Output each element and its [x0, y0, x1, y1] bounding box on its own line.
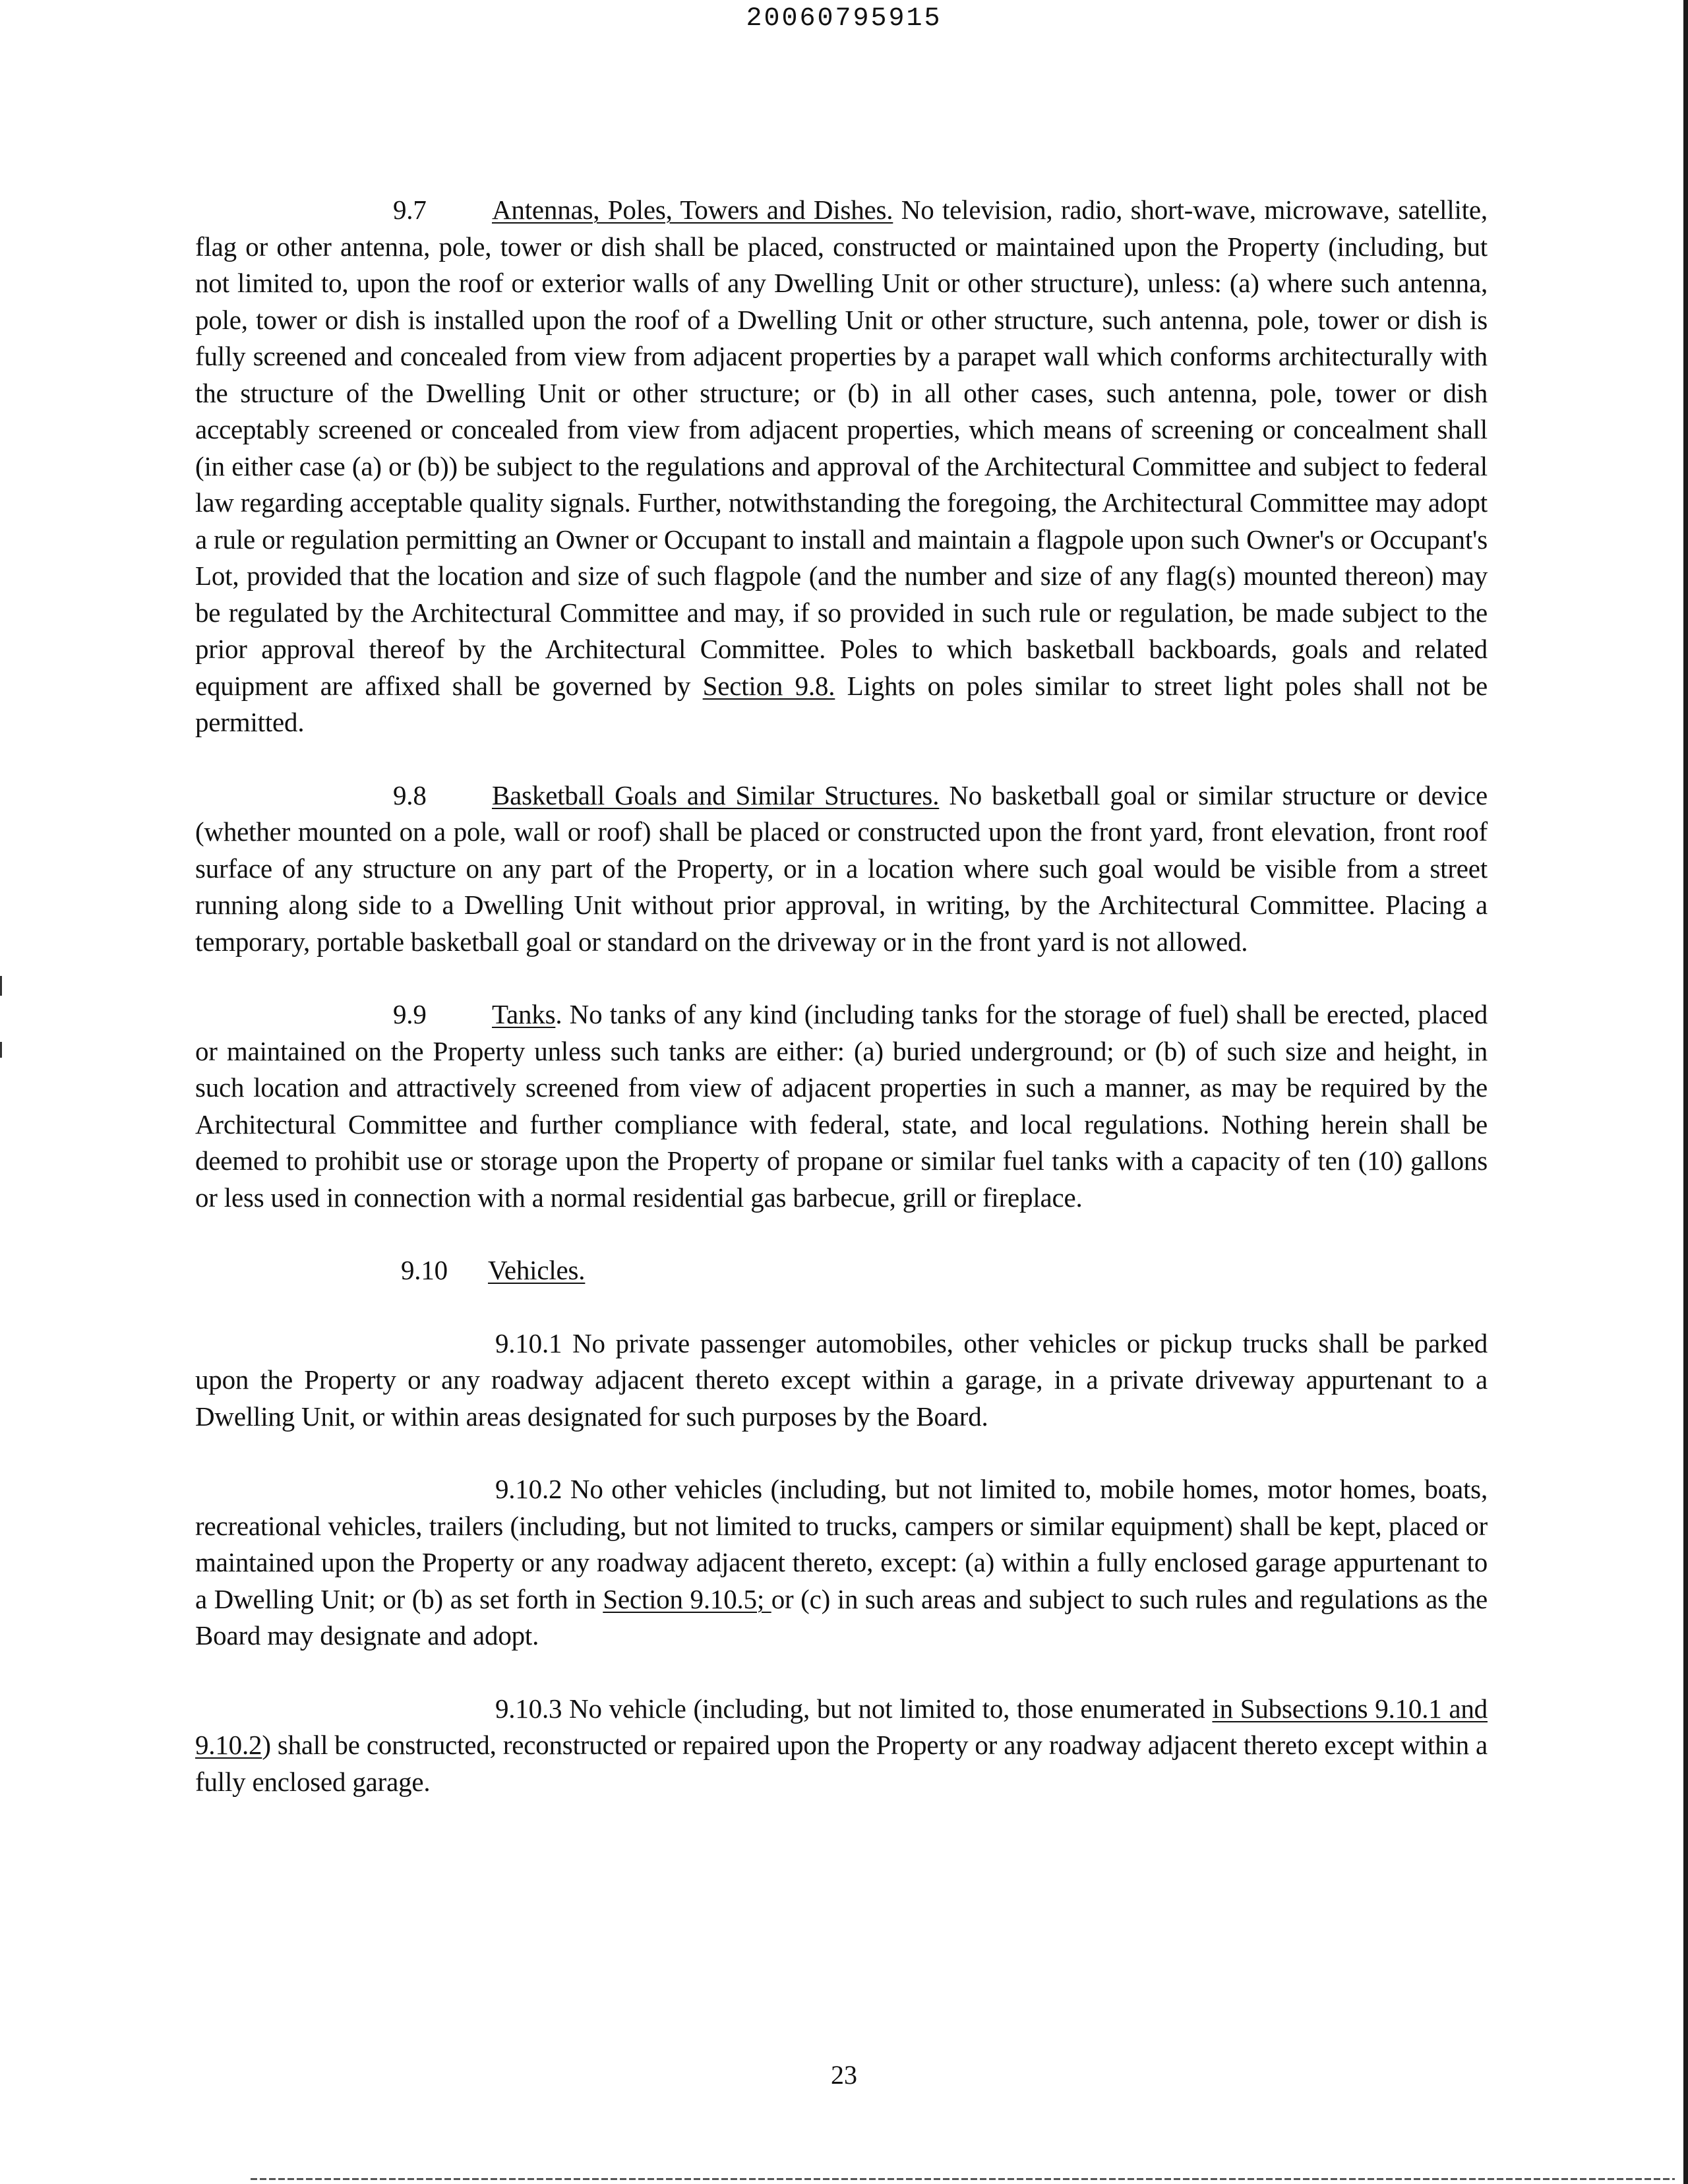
section-9-8-paragraph: [195, 777, 1488, 961]
page-number: 23: [831, 2060, 857, 2090]
scan-edge-right: [1683, 0, 1688, 2184]
section-9-10-3-paragraph: [195, 1691, 1488, 1801]
subsections-reference: in Subsections 9.10.1 and 9.10.2: [195, 1693, 1488, 1760]
section-9-8-reference: Section 9.8.: [702, 670, 835, 701]
section-9-7-text-end: Lights on poles similar to street light poles shall not be permitted.: [195, 670, 1488, 737]
section-9-10-2-text: 9.10.2 No other vehicles (including, but not limited to, mobile homes, motor homes, boats, recreational vehicles, trailers (including, but not limited to trucks, campers or similar equipment) shall be kept, placed or maintained upon the Property or any roadway adjacent thereto, except: (a) within a fully enclosed garage appurtenant to a Dwelling Unit; or (b) as set forth in: [195, 1474, 1488, 1614]
section-9-9-paragraph: [195, 996, 1488, 1216]
section-9-10-number: 9.10: [401, 1255, 448, 1285]
section-9-9-text: . No tanks of any kind (including tanks for the storage of fuel) shall be erected, placed or maintained on the Property unless such tanks are either: (a) buried underground; or (b) of such size and height, in such location and attractively screened from view of adjacent properties in such a manner, as may be required by the Architectural Committee and further compliance with federal, state, and local regulations. Nothing herein shall be deemed to prohibit use or storage upon the Property of propane or similar fuel tanks with a capacity of ten (10) gallons or less used in connection with a normal residential gas barbecue, grill or fireplace.: [195, 999, 1488, 1213]
scan-mark-left-top: [0, 976, 2, 996]
section-9-10-1-paragraph: [195, 1325, 1488, 1436]
section-9-8-number: 9.8: [393, 779, 427, 810]
section-9-10-5-reference: Section 9.10.5;: [603, 1583, 771, 1614]
scan-mark-left-bottom: [0, 1042, 2, 1058]
section-9-7-paragraph: [195, 192, 1488, 741]
section-9-10-3-text-end: ) shall be constructed, reconstructed or repaired upon the Property or any roadway adjacent thereto except within a fully enclosed garage.: [195, 1730, 1488, 1797]
section-9-10-3-text: 9.10.3 No vehicle (including, but not limited to, those enumerated: [495, 1693, 1213, 1724]
scan-edge-bottom: [251, 2178, 1675, 2180]
section-9-10-2-paragraph: [195, 1471, 1488, 1654]
section-9-10-2-text-end: or (c) in such areas and subject to such rules and regulations as the Board may designate and adopt.: [195, 1583, 1488, 1651]
section-9-7-text: No television, radio, short-wave, microwave, satellite, flag or other antenna, pole, tower or dish shall be placed, constructed or maintained upon the Property (including, but not limited to, upon the roof or exterior walls of any Dwelling Unit or other structure), unless: (a) where such antenna, pole, tower or dish is installed upon the roof of a Dwelling Unit or other structure, such antenna, pole, tower or dish is fully screened and concealed from view from adjacent properties by a parapet wall which conforms architecturally with the structure of the Dwelling Unit or other structure; or (b) in all other cases, such antenna, pole, tower or dish acceptably screened or concealed from view from adjacent properties, which means of screening or concealment shall (in either case (a) or (b)) be subject to the regulations and approval of the Architectural Committee and subject to federal law regarding acceptable quality signals. Further, notwithstanding the foregoing, the Architectural Committee may adopt a rule or regulation permitting an Owner or Occupant to install and maintain a flagpole upon such Owner's or Occupant's Lot, provided that the location and size of such flagpole (and the number and size of any flag(s) mounted thereon) may be regulated by the Architectural Committee and may, if so provided in such rule or regulation, be made subject to the prior approval thereof by the Architectural Committee. Poles to which basketball backboards, goals and related equipment are affixed shall be governed by: [195, 195, 1488, 701]
section-9-7-number: 9.7: [393, 195, 427, 225]
section-9-9-title: Tanks: [492, 999, 556, 1029]
document-body: [195, 192, 1488, 1836]
section-9-10-1-text: 9.10.1 No private passenger automobiles, other vehicles or pickup trucks shall be parked upon the Property or any roadway adjacent thereto except within a garage, in a private driveway appurtenant to a Dwelling Unit, or within areas designated for such purposes by the Board.: [195, 1327, 1488, 1432]
section-9-8-title: Basketball Goals and Similar Structures.: [492, 779, 940, 810]
section-9-9-number: 9.9: [393, 999, 427, 1029]
document-number: 20060795915: [746, 4, 942, 34]
section-9-8-text: No basketball goal or similar structure or device (whether mounted on a pole, wall or roof) shall be placed or constructed upon the front yard, front elevation, front roof surface of any structure on any part of the Property, or in a location where such goal would be visible from a street running along side to a Dwelling Unit without prior approval, in writing, by the Architectural Committee. Placing a temporary, portable basketball goal or standard on the driveway or in the front yard is not allowed.: [195, 779, 1488, 957]
section-9-10-title: Vehicles.: [488, 1255, 586, 1285]
section-9-10-heading: [195, 1252, 1488, 1289]
section-9-7-title: Antennas, Poles, Towers and Dishes.: [492, 195, 893, 225]
